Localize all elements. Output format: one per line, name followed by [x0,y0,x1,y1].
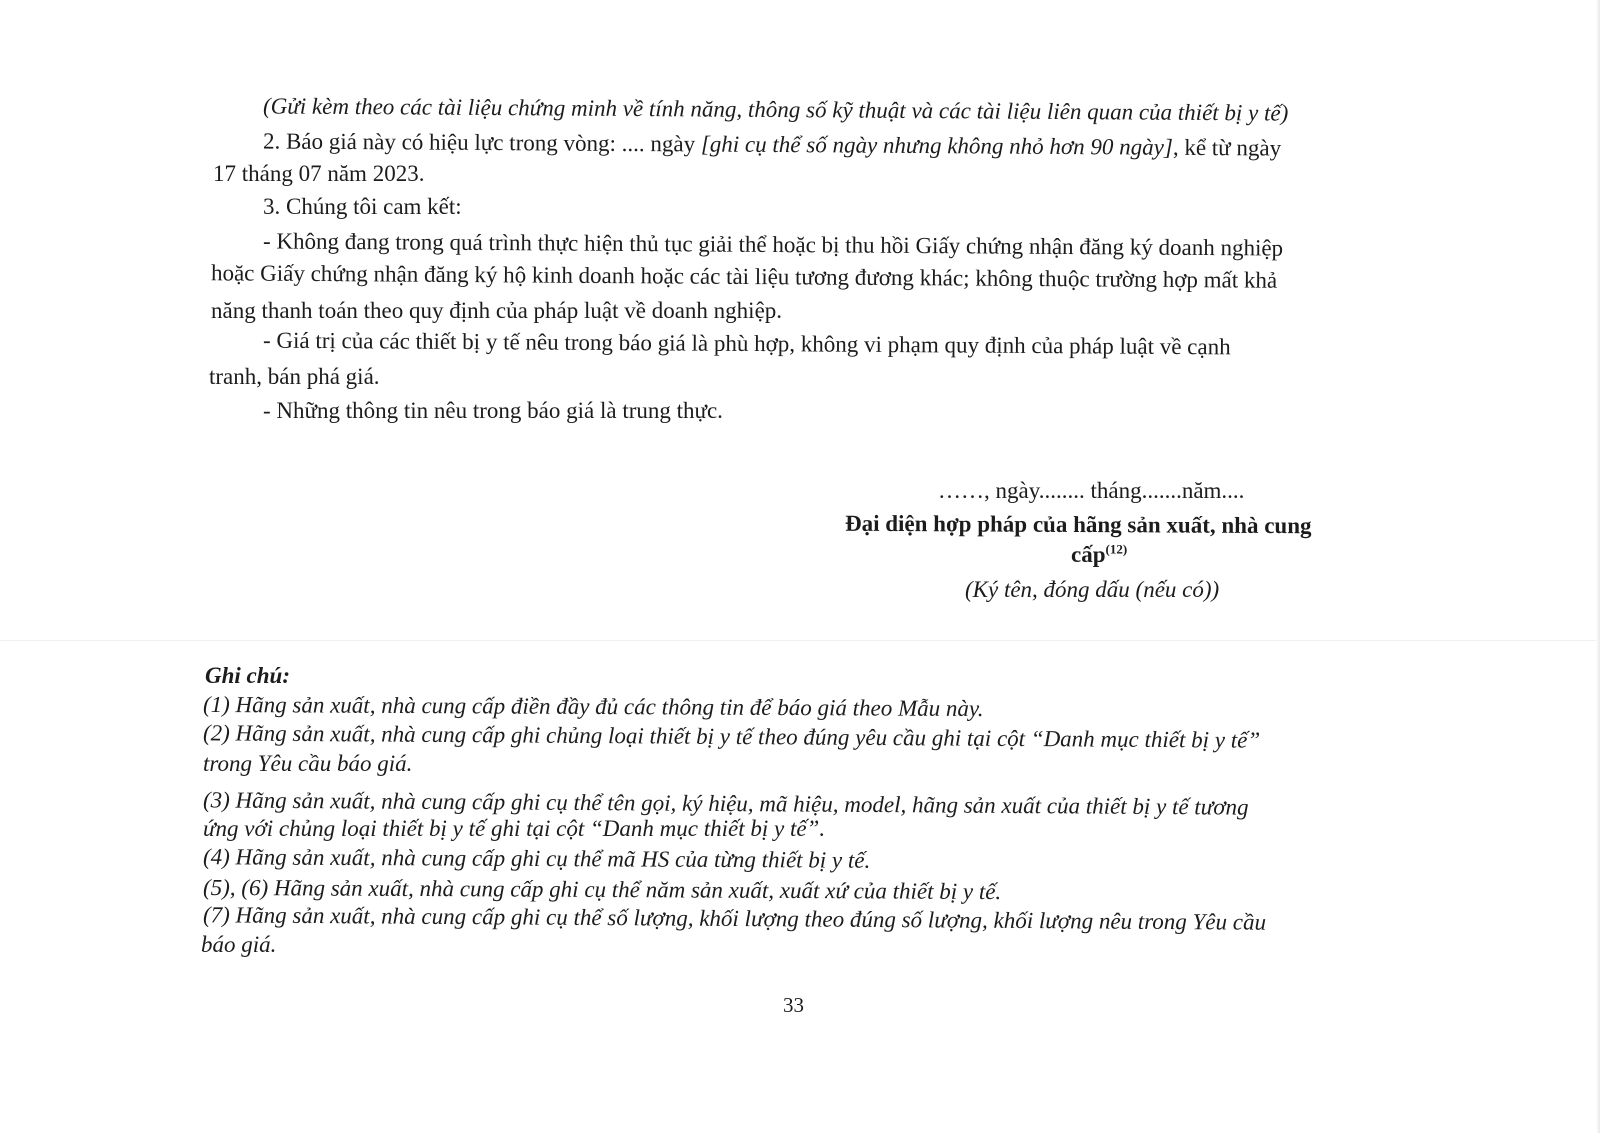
page-fold-line [0,640,1600,641]
notes-heading: Ghi chú: [205,663,290,688]
note-4: (4) Hãng sản xuất, nhà cung cấp ghi cụ thể mã HS của từng thiết bị y tế. [202,844,871,873]
sign-instruction: (Ký tên, đóng dấu (nếu có)) [965,577,1220,602]
attachment-note: (Gửi kèm theo các tài liệu chứng minh về tính năng, thông số kỹ thuật và các tài liệu liên quan của thiết bị y tế) [262,93,1289,126]
note-3-line-2: ứng với chủng loại thiết bị y tế ghi tại cột “Danh mục thiết bị y tế”. [203,816,826,841]
commitment-1-line-2: hoặc Giấy chứng nhận đăng ký hộ kinh doanh hoặc các tài liệu tương đương khác; không thuộc trường hợp mất khả [210,260,1278,293]
commitment-1-line-1: - Không đang trong quá trình thực hiện thủ tục giải thể hoặc bị thu hồi Giấy chứng nhận đăng ký doanh nghiệp [262,228,1284,261]
validity-prefix: 2. Báo giá này có hiệu lực trong vòng: .... ngày [262,128,701,157]
note-3-line-1: (3) Hãng sản xuất, nhà cung cấp ghi cụ thể tên gọi, ký hiệu, mã hiệu, model, hãng sản xuất của thiết bị y tế tương [202,787,1249,820]
signature-date-line: ……, ngày........ tháng.......năm.... [938,478,1245,503]
representative-title-line-2 [1071,541,1127,569]
page-number: 33 [783,993,804,1017]
note-7-line-2: báo giá. [201,932,277,957]
commitment-heading: 3. Chúng tôi cam kết: [263,194,462,219]
validity-clause [263,127,1281,162]
validity-instruction: [ghi cụ thể số ngày nhưng không nhỏ hơn 90 ngày] [700,131,1173,160]
note-2-line-2: trong Yêu cầu báo giá. [203,751,413,776]
note-2-line-1: (2) Hãng sản xuất, nhà cung cấp ghi chủng loại thiết bị y tế theo đúng yêu cầu ghi tại cột “Danh mục thiết bị y tế” [202,720,1261,753]
commitment-1-line-3: năng thanh toán theo quy định của pháp luật về doanh nghiệp. [211,298,783,323]
scan-edge-shadow [1596,0,1600,1133]
footnote-marker: (12) [1105,541,1128,557]
note-5-6: (5), (6) Hãng sản xuất, nhà cung cấp ghi cụ thể năm sản xuất, xuất xứ của thiết bị y tế. [202,874,1002,905]
commitment-3: - Những thông tin nêu trong báo giá là trung thực. [263,398,723,423]
note-1: (1) Hãng sản xuất, nhà cung cấp điền đầy đủ các thông tin để báo giá theo Mẫu này. [202,691,984,722]
note-7-line-1: (7) Hãng sản xuất, nhà cung cấp ghi cụ thể số lượng, khối lượng theo đúng số lượng, khối lượng nêu trong Yêu cầu [202,902,1267,935]
representative-title-text: cấp [1071,542,1106,567]
validity-suffix: , kể từ ngày [1172,134,1282,161]
commitment-2-line-1: - Giá trị của các thiết bị y tế nêu trong báo giá là phù hợp, không vi phạm quy định của pháp luật về cạnh [262,327,1231,360]
validity-date: 17 tháng 07 năm 2023. [213,161,425,186]
commitment-2-line-2: tranh, bán phá giá. [209,364,380,389]
representative-title-line-1: Đại diện hợp pháp của hãng sản xuất, nhà cung [844,510,1312,539]
